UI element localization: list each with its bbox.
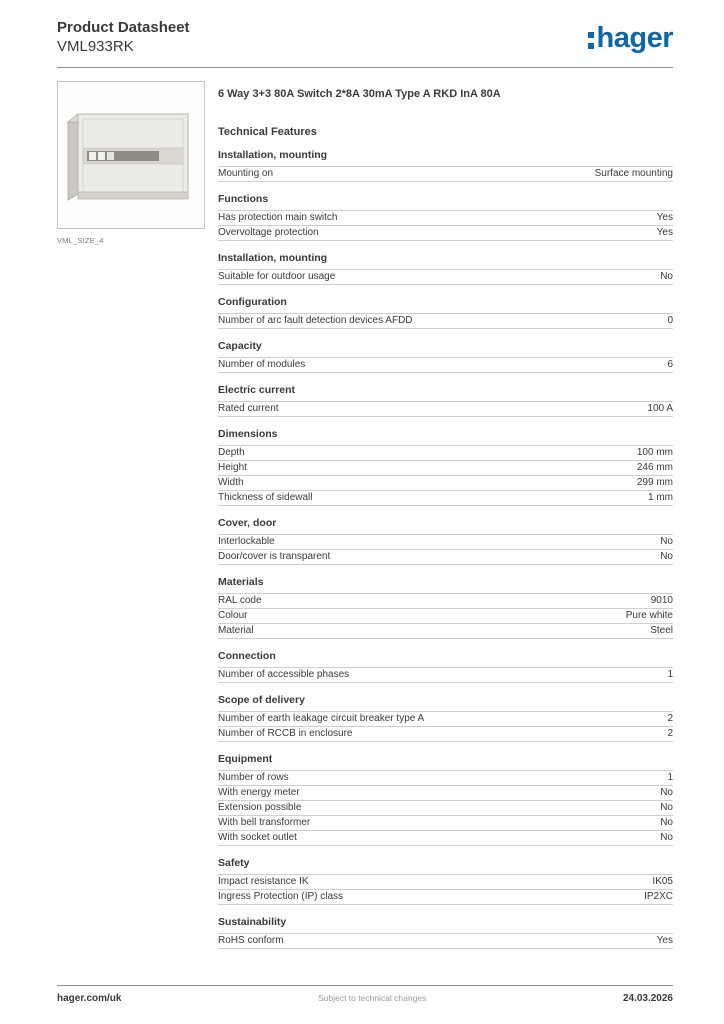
hager-logo xyxy=(588,24,673,53)
spec-value: 246 mm xyxy=(636,462,673,473)
image-column xyxy=(57,81,205,949)
spec-section xyxy=(218,694,673,742)
spec-row xyxy=(218,609,673,624)
spec-value: Steel xyxy=(650,625,673,636)
product-title: 6 Way 3+3 80A Switch 2*8A 30mA Type A RKD InA 80A xyxy=(218,88,501,100)
spec-label: Number of RCCB in enclosure xyxy=(218,728,353,739)
spec-label: With energy meter xyxy=(218,787,300,798)
spec-value: 6 xyxy=(667,359,673,370)
spec-label: With bell transformer xyxy=(218,817,311,828)
spec-row xyxy=(218,874,673,890)
section-rows xyxy=(218,445,673,506)
spec-value: No xyxy=(660,787,673,798)
spec-row xyxy=(218,667,673,683)
section-heading: Sustainability xyxy=(218,916,287,928)
footer-date: 24.03.2026 xyxy=(622,993,673,1004)
spec-value: 100 A xyxy=(647,403,673,414)
section-heading: Installation, mounting xyxy=(218,252,328,264)
spec-row xyxy=(218,476,673,491)
spec-row xyxy=(218,401,673,417)
section-heading: Equipment xyxy=(218,753,273,765)
spec-label: Number of modules xyxy=(218,359,306,370)
spec-label: Extension possible xyxy=(218,802,302,813)
spec-row xyxy=(218,357,673,373)
footer-website-link[interactable]: hager.com/uk xyxy=(57,993,122,1004)
section-rows xyxy=(218,667,673,683)
spec-value: Yes xyxy=(656,212,673,223)
spec-value: No xyxy=(660,817,673,828)
section-rows xyxy=(218,770,673,846)
section-heading: Configuration xyxy=(218,296,287,308)
header-divider xyxy=(57,67,673,68)
spec-label: Impact resistance IK xyxy=(218,876,309,887)
spec-label: Door/cover is transparent xyxy=(218,551,331,562)
footer-disclaimer: Subject to technical changes xyxy=(318,993,427,1003)
spec-section xyxy=(218,340,673,373)
spec-label: With socket outlet xyxy=(218,832,297,843)
spec-section xyxy=(218,384,673,417)
spec-value: 1 xyxy=(667,772,673,783)
spec-sections xyxy=(218,149,673,949)
spec-value: No xyxy=(660,832,673,843)
spec-section xyxy=(218,753,673,846)
spec-label: Material xyxy=(218,625,254,636)
spec-row xyxy=(218,550,673,565)
spec-row xyxy=(218,711,673,727)
spec-value: No xyxy=(660,551,673,562)
spec-value: 2 xyxy=(667,713,673,724)
image-caption: VML_SIZE_4 xyxy=(57,236,104,245)
spec-row xyxy=(218,226,673,241)
spec-section xyxy=(218,296,673,329)
spec-section xyxy=(218,650,673,683)
spec-row xyxy=(218,166,673,182)
spec-section xyxy=(218,857,673,905)
spec-section xyxy=(218,916,673,949)
spec-value: IK05 xyxy=(652,876,673,887)
spec-row xyxy=(218,890,673,905)
spec-row xyxy=(218,445,673,461)
spec-row xyxy=(218,491,673,506)
spec-value: Surface mounting xyxy=(594,168,673,179)
section-heading: Installation, mounting xyxy=(218,149,328,161)
spec-value: 2 xyxy=(667,728,673,739)
spec-label: Width xyxy=(218,477,244,488)
footer xyxy=(57,985,673,1004)
spec-value: 1 mm xyxy=(648,492,673,503)
spec-row xyxy=(218,461,673,476)
spec-label: Number of accessible phases xyxy=(218,669,350,680)
spec-value: Yes xyxy=(656,935,673,946)
spec-label: Ingress Protection (IP) class xyxy=(218,891,344,902)
spec-section xyxy=(218,428,673,506)
product-code: VML933RK xyxy=(57,38,134,55)
spec-column xyxy=(218,81,673,949)
footer-divider xyxy=(57,985,673,986)
section-heading: Safety xyxy=(218,857,250,869)
spec-value: No xyxy=(660,271,673,282)
spec-section xyxy=(218,576,673,639)
spec-label: Overvoltage protection xyxy=(218,227,319,238)
spec-row xyxy=(218,624,673,639)
spec-row xyxy=(218,593,673,609)
spec-value: 9010 xyxy=(650,595,673,606)
spec-row xyxy=(218,786,673,801)
section-rows xyxy=(218,933,673,949)
spec-value: No xyxy=(660,536,673,547)
section-heading: Scope of delivery xyxy=(218,694,305,706)
spec-row xyxy=(218,801,673,816)
spec-row xyxy=(218,727,673,742)
section-heading: Functions xyxy=(218,193,269,205)
logo-text: hager xyxy=(596,22,673,54)
section-rows xyxy=(218,166,673,182)
header-text xyxy=(57,18,190,56)
spec-label: Thickness of sidewall xyxy=(218,492,313,503)
section-rows xyxy=(218,711,673,742)
spec-row xyxy=(218,210,673,226)
footer-row xyxy=(57,993,673,1004)
spec-row xyxy=(218,816,673,831)
spec-value: No xyxy=(660,802,673,813)
section-heading: Electric current xyxy=(218,384,296,396)
spec-value: Yes xyxy=(656,227,673,238)
spec-label: Height xyxy=(218,462,247,473)
section-heading: Cover, door xyxy=(218,517,277,529)
spec-value: 299 mm xyxy=(636,477,673,488)
spec-section xyxy=(218,149,673,182)
spec-label: Number of rows xyxy=(218,772,289,783)
spec-value: 100 mm xyxy=(636,447,673,458)
section-rows xyxy=(218,357,673,373)
spec-value: 0 xyxy=(667,315,673,326)
section-heading: Capacity xyxy=(218,340,262,352)
section-heading: Materials xyxy=(218,576,264,588)
section-rows xyxy=(218,401,673,417)
technical-features-heading: Technical Features xyxy=(218,126,317,138)
product-image xyxy=(57,81,205,229)
spec-row xyxy=(218,933,673,949)
spec-label: Rated current xyxy=(218,403,279,414)
spec-section xyxy=(218,517,673,565)
spec-row xyxy=(218,831,673,846)
spec-label: RAL code xyxy=(218,595,262,606)
section-heading: Connection xyxy=(218,650,276,662)
spec-row xyxy=(218,313,673,329)
spec-label: Depth xyxy=(218,447,245,458)
section-rows xyxy=(218,593,673,639)
spec-row xyxy=(218,269,673,285)
spec-label: RoHS conform xyxy=(218,935,284,946)
header xyxy=(57,18,673,56)
spec-row xyxy=(218,534,673,550)
spec-section xyxy=(218,193,673,241)
spec-label: Interlockable xyxy=(218,536,275,547)
spec-label: Suitable for outdoor usage xyxy=(218,271,336,282)
spec-value: Pure white xyxy=(625,610,673,621)
spec-label: Mounting on xyxy=(218,168,274,179)
page-title: Product Datasheet xyxy=(57,19,190,36)
section-heading: Dimensions xyxy=(218,428,278,440)
section-rows xyxy=(218,269,673,285)
spec-label: Number of earth leakage circuit breaker type A xyxy=(218,713,425,724)
spec-value: IP2XC xyxy=(644,891,673,902)
spec-label: Has protection main switch xyxy=(218,212,338,223)
spec-row xyxy=(218,770,673,786)
section-rows xyxy=(218,210,673,241)
consumer-unit-illustration xyxy=(58,82,204,228)
spec-label: Number of arc fault detection devices AFDD xyxy=(218,315,413,326)
spec-label: Colour xyxy=(218,610,248,621)
spec-section xyxy=(218,252,673,285)
section-rows xyxy=(218,874,673,905)
logo-colon-icon xyxy=(588,32,594,49)
spec-value: 1 xyxy=(667,669,673,680)
content xyxy=(57,81,673,949)
section-rows xyxy=(218,313,673,329)
section-rows xyxy=(218,534,673,565)
